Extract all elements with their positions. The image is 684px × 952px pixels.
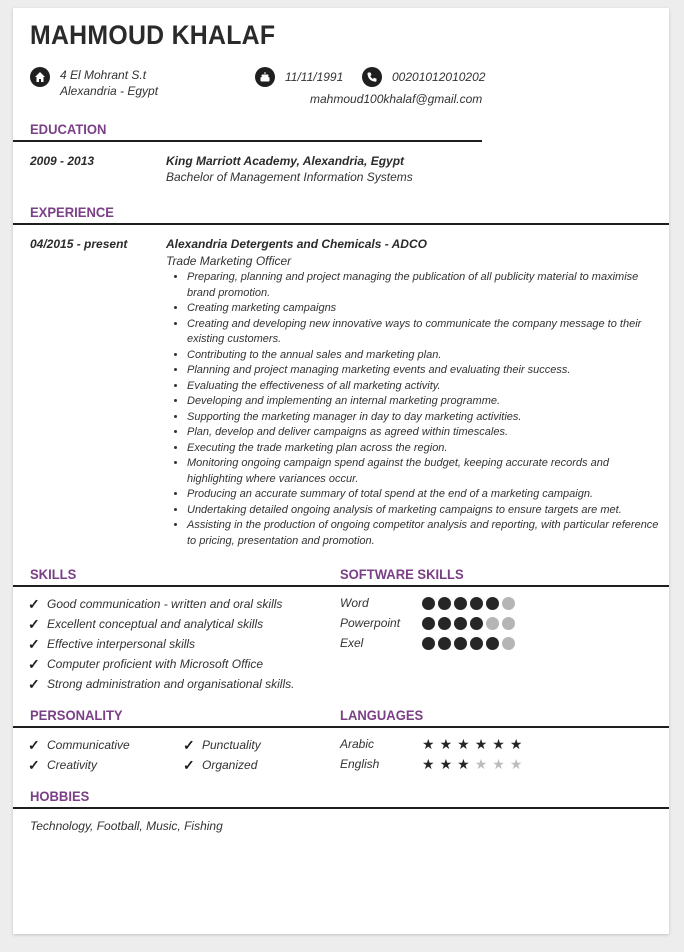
- filled-dot: [454, 597, 467, 610]
- hobbies-text: Technology, Football, Music, Fishing: [30, 819, 223, 833]
- check-item: [183, 755, 261, 775]
- check-item: [28, 654, 294, 674]
- experience-role: Trade Marketing Officer: [166, 254, 292, 268]
- check-item-label: Computer proficient with Microsoft Office: [47, 657, 264, 671]
- check-item-label: Punctuality: [202, 738, 261, 752]
- check-item-label: Good communication - written and oral skills: [47, 597, 283, 611]
- checkmark-icon: ✓: [183, 737, 195, 753]
- check-item: [28, 735, 130, 755]
- checkmark-icon: ✓: [28, 616, 40, 632]
- filled-dot: [454, 617, 467, 630]
- duty-item: • Creating and developing new innovative ways to communicate the company message to their existing customers.: [187, 317, 667, 348]
- filled-dot: [438, 597, 451, 610]
- check-item-label: Organized: [202, 758, 258, 772]
- check-item: [28, 634, 294, 654]
- language-rating: [422, 755, 522, 773]
- filled-dot: [470, 597, 483, 610]
- check-item-label: Communicative: [47, 738, 130, 752]
- checkmark-icon: ✓: [28, 596, 40, 612]
- experience-title: EXPERIENCE: [30, 204, 114, 220]
- filled-dot: [454, 637, 467, 650]
- address-line2: Alexandria - Egypt: [60, 84, 159, 98]
- filled-dot: [486, 637, 499, 650]
- filled-dot: [422, 597, 435, 610]
- checkmark-icon: ✓: [183, 757, 195, 773]
- empty-dot: [502, 617, 515, 630]
- filled-star-icon: ★: [457, 736, 470, 752]
- experience-date: 04/2015 - present: [30, 237, 128, 251]
- software-skill-rating: [422, 597, 515, 610]
- filled-dot: [470, 637, 483, 650]
- checkmark-icon: ✓: [28, 636, 40, 652]
- filled-star-icon: ★: [422, 756, 435, 772]
- filled-dot: [470, 617, 483, 630]
- filled-star-icon: ★: [509, 736, 523, 752]
- education-divider: [13, 140, 482, 142]
- empty-star-icon: ★: [492, 756, 505, 772]
- language-rating: [422, 735, 522, 753]
- education-title: EDUCATION: [30, 121, 107, 137]
- email[interactable]: mahmoud100khalaf@gmail.com: [310, 92, 483, 106]
- cake-icon: [255, 67, 275, 87]
- empty-dot: [502, 597, 515, 610]
- filled-dot: [438, 637, 451, 650]
- duty-item: • Producing an accurate summary of total spend at the end of a marketing campaign.: [187, 487, 667, 503]
- education-degree: Bachelor of Management Information Systems: [166, 170, 413, 184]
- empty-star-icon: ★: [474, 756, 488, 772]
- check-item: [28, 614, 294, 634]
- check-item: [183, 735, 261, 755]
- empty-dot: [502, 637, 515, 650]
- software-skills-title: SOFTWARE SKILLS: [340, 566, 464, 582]
- skills-title: SKILLS: [30, 566, 77, 582]
- check-item-label: Excellent conceptual and analytical skills: [47, 617, 264, 631]
- checkmark-icon: ✓: [28, 676, 40, 692]
- software-skill-name: Exel: [340, 636, 364, 650]
- check-item-label: Strong administration and organisational skills.: [47, 677, 295, 691]
- education-date: 2009 - 2013: [30, 154, 95, 168]
- filled-dot: [422, 617, 435, 630]
- check-item: [28, 594, 294, 614]
- personality-column-2: [183, 735, 261, 775]
- filled-star-icon: ★: [474, 736, 488, 752]
- birth-date: 11/11/1991: [285, 70, 344, 84]
- duty-item: • Contributing to the annual sales and marketing plan.: [187, 348, 667, 364]
- empty-star-icon: ★: [509, 756, 523, 772]
- filled-star-icon: ★: [492, 736, 505, 752]
- checkmark-icon: ✓: [28, 656, 40, 672]
- duty-item: • Assisting in the production of ongoing competitor analysis and reporting, with particular reference to pricing, presentation and promotion.: [187, 518, 667, 549]
- software-skill-rating: [422, 617, 515, 630]
- phone-number: 00201012010202: [392, 70, 486, 84]
- empty-dot: [486, 617, 499, 630]
- filled-star-icon: ★: [439, 756, 453, 772]
- check-item: [28, 674, 294, 694]
- duty-item: • Undertaking detailed ongoing analysis of marketing campaigns to ensure targets are met.: [187, 503, 667, 519]
- home-icon: [30, 67, 50, 87]
- check-item-label: Creativity: [47, 758, 98, 772]
- duty-item: • Creating marketing campaigns: [187, 301, 667, 317]
- hobbies-divider: [13, 807, 669, 809]
- language-name: English: [340, 757, 380, 771]
- checkmark-icon: ✓: [28, 757, 40, 773]
- personality-title: PERSONALITY: [30, 707, 123, 723]
- duty-item: • Planning and project managing marketing events and evaluating their success.: [187, 363, 667, 379]
- personality-column-1: [28, 735, 130, 775]
- phone-icon: [362, 67, 382, 87]
- software-skill-rating: [422, 637, 515, 650]
- check-item-label: Effective interpersonal skills: [47, 637, 196, 651]
- software-skill-name: Powerpoint: [340, 616, 401, 630]
- skills-divider: [13, 585, 669, 587]
- duty-item: • Supporting the marketing manager in day to day marketing activities.: [187, 410, 667, 426]
- candidate-name: MAHMOUD KHALAF: [30, 20, 276, 50]
- filled-star-icon: ★: [439, 736, 453, 752]
- duty-item: • Executing the trade marketing plan across the region.: [187, 441, 667, 457]
- filled-dot: [422, 637, 435, 650]
- resume-page: [13, 8, 669, 934]
- experience-divider: [13, 223, 669, 225]
- duty-item: • Plan, develop and deliver campaigns as agreed within timescales.: [187, 425, 667, 441]
- skills-list: [28, 594, 294, 694]
- check-item: [28, 755, 130, 775]
- experience-company: Alexandria Detergents and Chemicals - ADCO: [166, 237, 427, 251]
- personality-divider: [13, 726, 669, 728]
- duty-item: • Developing and implementing an internal marketing programme.: [187, 394, 667, 410]
- hobbies-title: HOBBIES: [30, 788, 90, 804]
- address: [60, 67, 158, 99]
- duty-item: • Evaluating the effectiveness of all marketing activity.: [187, 379, 667, 395]
- experience-duties-list: [171, 270, 667, 549]
- filled-dot: [438, 617, 451, 630]
- languages-title: LANGUAGES: [340, 707, 424, 723]
- software-skill-name: Word: [340, 596, 369, 610]
- duty-item: • Monitoring ongoing campaign spend against the budget, keeping accurate records and highlighting where variances occur.: [187, 456, 667, 487]
- address-line1: 4 El Mohrant S.t: [60, 68, 147, 82]
- filled-star-icon: ★: [422, 736, 435, 752]
- filled-star-icon: ★: [457, 756, 470, 772]
- filled-dot: [486, 597, 499, 610]
- language-name: Arabic: [340, 737, 375, 751]
- education-institution: King Marriott Academy, Alexandria, Egypt: [166, 154, 405, 168]
- checkmark-icon: ✓: [28, 737, 40, 753]
- duty-item: • Preparing, planning and project managing the publication of all publicity material to maximise brand promotion.: [187, 270, 667, 301]
